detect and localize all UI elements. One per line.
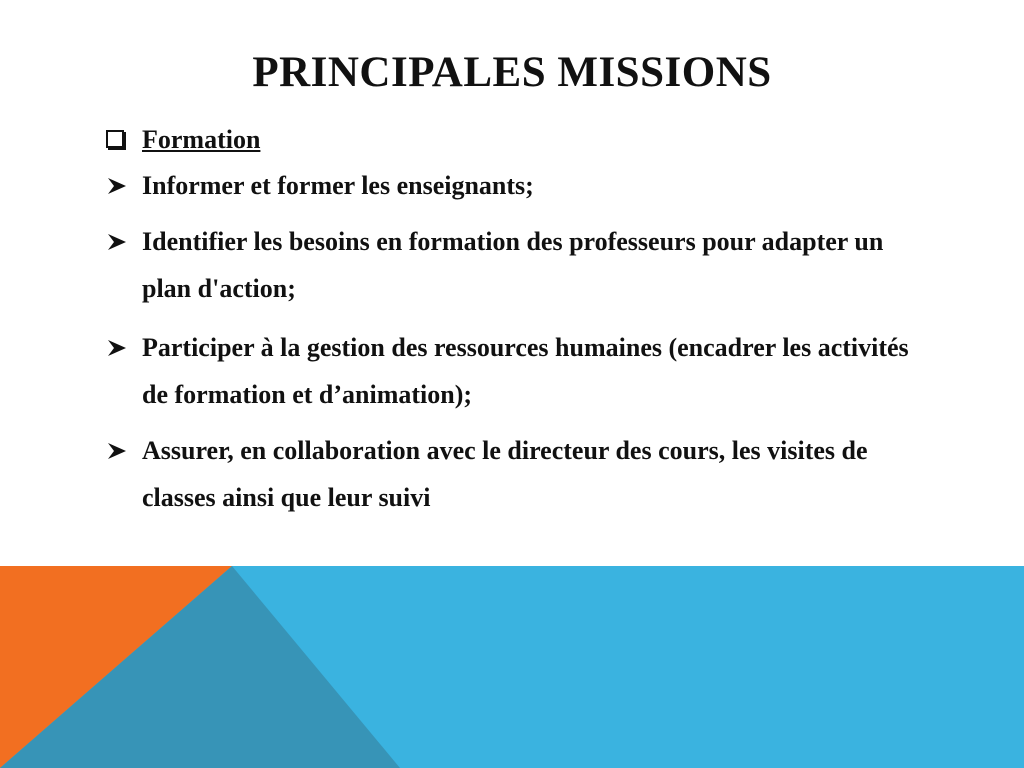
- bullet-text: Identifier les besoins en formation des professeurs pour adapter un plan d'action;: [142, 227, 884, 303]
- bullet-list: [104, 162, 924, 521]
- bullet-item: [104, 427, 924, 521]
- arrow-bullet-icon: [106, 177, 128, 195]
- decorative-footer-band: [0, 566, 1024, 768]
- bullet-text: Informer et former les enseignants;: [142, 171, 534, 200]
- bullet-item: [104, 324, 924, 418]
- bullet-item: [104, 162, 924, 209]
- bullet-item: [104, 218, 924, 312]
- bullet-text: Participer à la gestion des ressources humaines (encadrer les activités de formation et d’animation);: [142, 333, 909, 409]
- checkbox-icon: [106, 130, 124, 148]
- section-heading-label: Formation: [142, 125, 261, 154]
- slide-title: PRINCIPALES MISSIONS: [252, 49, 772, 96]
- bullet-text: Assurer, en collaboration avec le directeur des cours, les visites de classes ainsi que leur suivi: [142, 436, 868, 512]
- arrow-bullet-icon: [106, 233, 128, 251]
- arrow-bullet-icon: [106, 442, 128, 460]
- slide-content: [104, 122, 924, 521]
- arrow-bullet-icon: [106, 339, 128, 357]
- section-heading: [104, 122, 924, 158]
